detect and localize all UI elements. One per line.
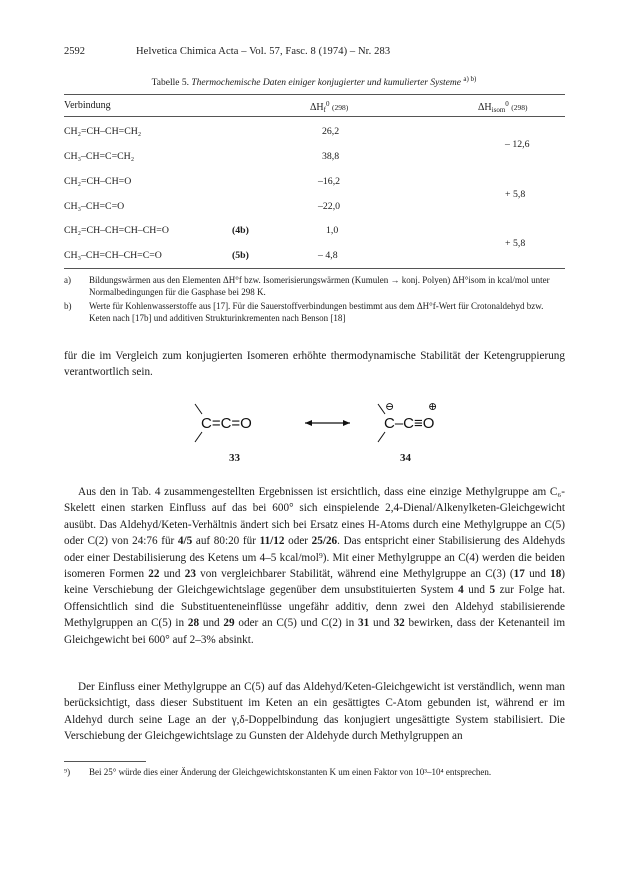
page-footnote: ⁹) Bei 25° würde dies einer Änderung der Gleichgewichtskonstanten K um einen Faktor von 10³–10⁴ entsprechen. [64,767,492,777]
formula-34: C–C≡O [384,415,435,432]
table-row-formula: CH₃–CH=C=O [64,201,125,212]
minus-charge: ⊖ [385,401,395,413]
table-row-hf: – 4,8 [318,250,338,261]
table-row-hf: –22,0 [318,201,341,212]
table-header-rule [64,116,565,117]
table-row-formula: CH₃–CH=CH–CH=C=O [64,250,162,261]
table-row-label: (4b) [232,225,249,236]
paragraph-2: Aus den in Tab. 4 zusammengestellten Ergebnissen ist ersichtlich, dass eine einzige Methylgruppe am C₆-Skelett einen starken Einfluss auf das bei 600° sich einspielende 2,4-Dienal/Alkenylketen-Gleichgewicht ausübt. Das Aldehyd/Keten-Verhältnis ändert sich bei Ersatz eines H-Atoms durch eine Methylgruppe an C(5) oder C(2) von 24:76 für 4/5 auf 80:20 für 11/12 oder 25/26. Das entspricht einer Stabilisierung des Aldehyds oder einer Destabilisierung des Ketens um 4–5 kcal/mol⁹). Mit einer Methylgruppe an C(4) werden die beiden isomeren Formen 22 und 23 von vergleichbarer Stabilität, während eine Methylgruppe an C(3) (17 und 18) keine Verschiebung der Gleichgewichtslage gegenüber dem unsubstituierten System 4 und 5 zur Folge hat. Offensichtlich sind die Substituenteneinflüsse ungefähr additiv, denn zwei den Aldehyd stabilisierende Methylgruppen an C(5) in 28 und 29 oder an C(5) und C(2) in 31 und 32 bewirken, dass der Ketenanteil im Gleichgewicht bei 600° auf 2–3% absinkt. [64,486,566,646]
table-row-hf: 38,8 [322,151,340,162]
compound-number: 4 [458,584,464,597]
compound-number: 11/12 [259,535,285,548]
table-row-hf: –16,2 [318,176,341,187]
table-bottom-rule [64,268,565,269]
compound-number: 22 [148,568,160,581]
compound-number: 18 [550,568,562,581]
compound-number: 23 [184,568,196,581]
compound-number: 28 [187,617,200,630]
table-footnote-b: b) Werte für Kohlenwasserstoffe aus [17]. Für die Sauerstoffverbindungen bestimmt aus dem ΔH°f-Wert für Crotonaldehyd bzw. Keten nach [17b] und additiven Strukturinkrementen nach Benson [18] [64,301,544,323]
compound-number: 32 [393,617,405,630]
column-header-compound: Verbindung [64,100,111,111]
column-header-hisom: $\Delta H_{isom}^0$ (298) [478,100,528,114]
compound-number: 17 [513,568,525,581]
table-row-formula: CH₂=CH–CH=CH–CH=O [64,225,169,236]
plus-charge: ⊕ [428,401,438,413]
resonance-scheme [160,398,480,468]
table-row-formula: CH₂=CH–CH=O [64,176,132,187]
formula-33: C=C=O [201,415,252,432]
isom-value: – 12,6 [505,139,530,150]
column-header-hf: $\Delta H_f^0$ (298) [310,100,349,114]
table-caption-label: Tabelle 5. [151,78,189,88]
table-caption-title: Thermochemische Daten einiger konjugierter und kumulierter Systeme [191,78,461,88]
resonance-structures [160,398,480,448]
footnote-separator [64,761,146,762]
compound-label-34: 34 [400,452,411,464]
table-row-hf: 26,2 [322,126,340,137]
table-row-label: (5b) [232,250,249,261]
compound-number: 4/5 [177,535,193,548]
table-caption [64,75,564,88]
table-row-hf: 1,0 [326,225,339,236]
paragraph-3: Der Einfluss einer Methylgruppe an C(5) auf das Aldehyd/Keten-Gleichgewicht ist verständlich, wenn man berücksichtigt, dass dieser Substituent im Keten an ein gesättigtes C-Atom gebunden ist, während er im Aldehyd durch seine Lage an der γ,δ-Doppelbindung das konjugiert ungesättigte System stabilisiert. Die Verschiebung der Gleichgewichtslage zu Gunsten der Aldehyde durch Methylgruppen an [64,681,565,743]
table-top-rule [64,94,565,95]
compound-number: 25/26 [311,535,338,548]
isom-value: + 5,8 [505,238,526,249]
table-row-formula: CH₃–CH=C=CH₂ [64,151,135,162]
compound-number: 29 [223,617,235,630]
table-row-formula: CH₂=CH–CH=CH₂ [64,126,142,137]
compound-number: 31 [358,617,370,630]
table-caption-notes: a) b) [463,75,477,83]
page-number: 2592 [64,46,85,57]
compound-label-33: 33 [229,452,240,464]
journal-title: Helvetica Chimica Acta – Vol. 57, Fasc. 8 (1974) – Nr. 283 [136,46,391,57]
compound-number: 5 [489,584,496,597]
table-footnote-a: a) Bildungswärmen aus den Elementen ΔH°f bzw. Isomerisierungswärmen (Kumulen → konj. Polyen) ΔH°isom in kcal/mol unter Normalbedingungen für die Gasphase bei 298 K. [64,275,550,297]
paragraph-1: für die im Vergleich zum konjugierten Isomeren erhöhte thermodynamische Stabilität der Ketengruppierung verantwortlich sein. [64,350,565,379]
isom-value: + 5,8 [505,189,526,200]
